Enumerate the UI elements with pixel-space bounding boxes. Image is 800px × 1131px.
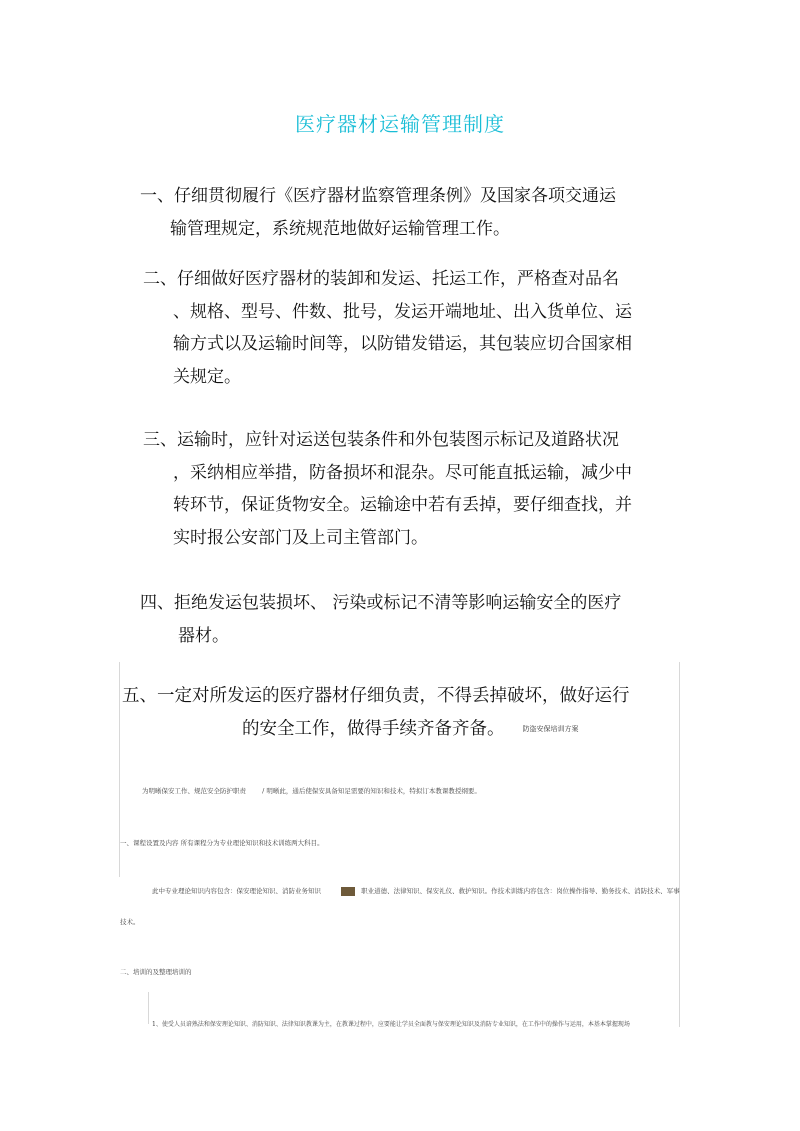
section-1-line-2: 输管理规定，系统规范地做好运输管理工作。 bbox=[170, 218, 510, 239]
section-5-line-1: 五、一定对所发运的医疗器材仔细负责，不得丢掉破坏，做好运行 bbox=[122, 686, 630, 706]
document-title: 医疗器材运输管理制度 bbox=[295, 112, 505, 136]
section-3 bbox=[143, 424, 632, 554]
section-3-line-3: 转环节，保证货物安全。运输途中若有丢掉，要仔细查找，并 bbox=[173, 495, 632, 515]
section-4 bbox=[140, 587, 621, 652]
section-2-line-4: 关规定。 bbox=[173, 366, 241, 387]
scan-edge-inner bbox=[148, 992, 149, 1024]
fine-print-line-6: 1、使受人员谙熟法和保安理论知识、消防知识、法律知识教课为主，在教课过程中，应要能让学员全面教与保安理论知识及消防专业知识，在工作中的操作与运用，本基本掌握现场 bbox=[152, 1021, 630, 1028]
fine-print-line-1-b: / 明晰此，通后使保安具备知足需要的知识和技术，特拟订本教课教授纲要。 bbox=[262, 787, 481, 795]
section-5 bbox=[122, 680, 630, 745]
section-4-line-2: 器材。 bbox=[178, 625, 229, 646]
section-3-line-4: 实时报公安部门及上司主管部门。 bbox=[173, 527, 428, 548]
section-1 bbox=[140, 180, 616, 245]
fine-print-line-3 bbox=[152, 886, 680, 896]
section-3-line-1: 三、运输时，应针对运送包装条件和外包装图示标记及道路状况 bbox=[143, 430, 619, 450]
fine-print-line-4: 技术。 bbox=[120, 918, 140, 926]
fine-print-line-2: 一、课程设置及内容 所有课程分为专业理论知识和技术训练两大科目。 bbox=[120, 839, 324, 847]
section-1-line-1: 一、仔细贯彻履行《医疗器材监察管理条例》及国家各项交通运 bbox=[140, 186, 616, 206]
section-5-line-2 bbox=[122, 713, 630, 746]
fine-print-line-5: 二、培训的及整理培训的 bbox=[120, 968, 192, 976]
fine-print-line-3-b: 职业道德、法律知识、保安礼仪、救护知识。作技术训练内容包含：岗位操作指导、勤务技术、消防技术、军事 bbox=[361, 887, 680, 895]
fine-print-line-1-a: 为明晰保安工作、规范安全防护职责 bbox=[142, 787, 246, 795]
section-4-line-1: 四、拒绝发运包装损坏、 污染或标记不清等影响运输安全的医疗 bbox=[140, 593, 622, 613]
section-3-line-2: ，采纳相应举措，防备损坏和混杂。尽可能直抵运输，减少中 bbox=[173, 462, 632, 483]
section-5-line-2-text: 的安全工作，做得手续齐备齐备。 bbox=[242, 718, 505, 739]
section-5-note: 防盗安保培训方案 bbox=[522, 724, 579, 733]
section-2-line-2: 、规格、型号、件数、批号，发运开端地址、出入货单位、运 bbox=[173, 301, 632, 322]
fine-print-line-3-a: 此中专业理论知识内容包含：保安理论知识、消防业务知识 bbox=[152, 887, 321, 895]
fine-print-line-1 bbox=[142, 786, 481, 795]
scan-edge-right bbox=[679, 662, 680, 1027]
section-2-line-3: 输方式以及运输时间等，以防错发错运，其包装应切合国家相 bbox=[173, 334, 632, 354]
section-2 bbox=[143, 263, 632, 393]
section-2-line-1: 二、仔细做好医疗器材的装卸和发运、托运工作，严格查对品名 bbox=[143, 269, 619, 289]
photo-thumbnail bbox=[341, 887, 355, 896]
